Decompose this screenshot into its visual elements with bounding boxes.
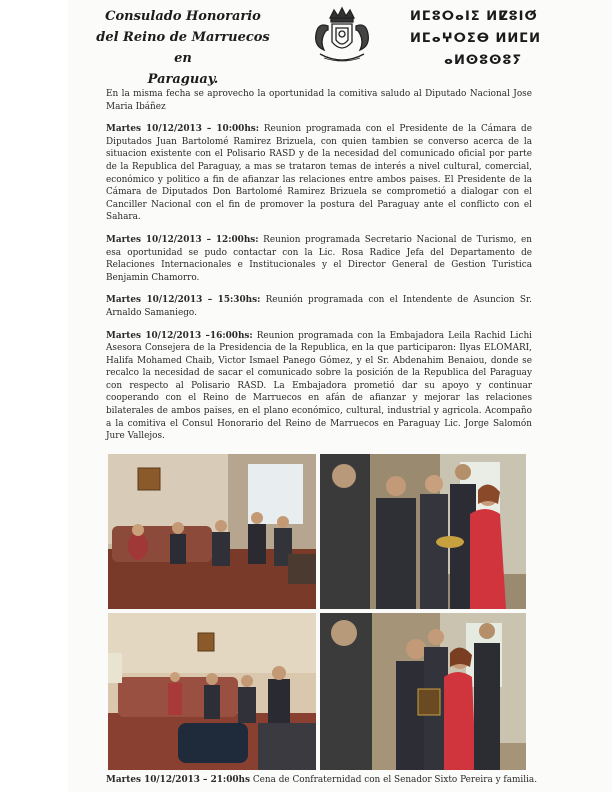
tifinagh-consulate-title	[410, 6, 560, 72]
meeting-photo-reception	[108, 613, 316, 770]
consulate-title-line-3: Paraguay.	[147, 72, 219, 87]
paragraph-text: Reunion programada con el Presidente de la Cámara de Diputados Juan Bartolomé Ramirez Brizuela, con quien tambien se converso acerca de la situacion existente con el Polisario RASD y de la necesidad del comunicado oficial por parte de la Republica del Paraguay, a mas se trataron temas de interés a nivel cultural, comercial, económico y politico a fin de afianzar las relaciones entre ambos paises. El Presidente de la Cámara de Diputados Don Bartolomé Ramirez Brizuela se comprometió a dialogar con el Canciller Nacional con el fin de promover la postura del Paraguay ante el conflicto con el Sahara.	[106, 124, 532, 223]
tifinagh-title-line-1: ⵍⵎⵓⵔⴰⵏⵉ ⵍⵇⵓⵏⵚ	[410, 9, 538, 24]
paragraph-text: Reunion programada con la Embajadora Leila Rachid Lichi Asesora Consejera de la Presidencia de la Republica, en la que participaron: Ilyas ELOMARI, Halifa Mohamed Chaib, Victor Ismael Panego Gómez, y el Sr. Abdenahim Benaiou, donde se recalco la necesidad de sacar el comunicado sobre la posición de la Republica del Paraguay con respecto al Polisario RASD. La Embajadora prometió dar su apoyo y continuar cooperando con el Reino de Marruecos en afán de afianzar y mejorar las relaciones bilaterales de ambos paises, en el plano económico, cultural, industrial y agricola. Acompaño a la comitiva el Consul Honorario del Reino de Marruecos en Paraguay Lic. Jorge Salomón Jure Vallejos.	[106, 330, 532, 442]
paragraph-heading: Martes 10/12/2013 – 15:30hs:	[106, 295, 261, 306]
paragraph	[106, 123, 532, 224]
paragraph	[106, 294, 532, 319]
consulate-title	[88, 6, 278, 90]
paragraph-heading: Martes 10/12/2013 –16:00hs:	[106, 330, 253, 341]
photo-grid	[108, 454, 526, 770]
paragraph-heading: Martes 10/12/2013 – 21:00hs	[106, 775, 251, 785]
paragraph-heading: Martes 10/12/2013 – 10:00hs:	[106, 124, 260, 135]
tifinagh-title-line-2: ⵍⵎⴰⵖⵔⵉⴱ ⵍⵍⵎⵍ	[410, 31, 542, 46]
paragraph-text: Reunion programada Secretario Nacional de Turismo, en esa oportunidad se pudo contactar con la Lic. Rosa Radice Jefa del Departamento de Relaciones Internacionales e Institucionales y el Director General de Gestion Turistica Benjamin Chamorro.	[106, 234, 533, 283]
moroccan-coat-of-arms-icon	[306, 4, 378, 68]
paragraph	[106, 330, 532, 443]
paragraph	[106, 234, 532, 284]
meeting-photo-living-room	[108, 454, 316, 609]
paragraph-heading: Martes 10/12/2013 – 12:00hs:	[106, 234, 259, 245]
paragraph	[106, 88, 532, 113]
footer-paragraph	[106, 774, 538, 786]
tifinagh-title-line-3: ⴰⵍⵙⵓⵙⵓⵢ	[444, 53, 523, 68]
consulate-title-line-1: Consulado Honorario	[105, 9, 261, 24]
plaque-presentation-photo	[320, 613, 526, 770]
paragraph-text: Cena de Confraternidad con el Senador Sixto Pereira y familia.	[250, 775, 538, 785]
report-body	[106, 88, 532, 453]
paragraph-text: En la misma fecha se aprovecho la oportunidad la comitiva saludo al Diputado Nacional Jose Maria Ibáñez	[106, 89, 532, 112]
paragraph-text: Reunión programada con el Intendente de Asuncion Sr. Arnaldo Samaniego.	[106, 295, 533, 318]
consulate-title-line-2: del Reino de Marruecos en	[96, 30, 270, 66]
gift-exchange-photo	[320, 454, 526, 609]
